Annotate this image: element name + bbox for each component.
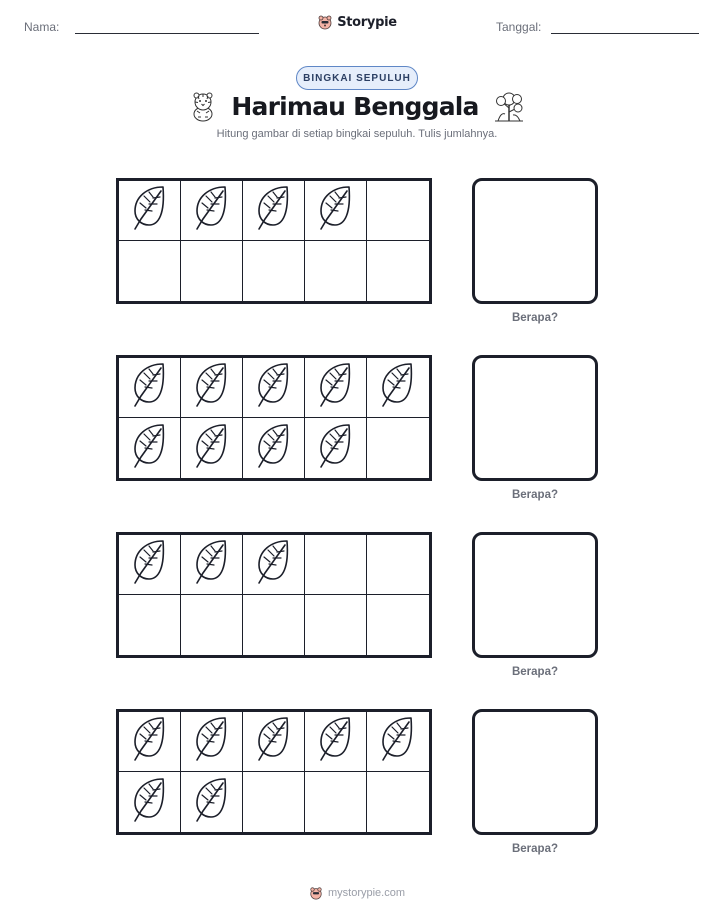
ten-frame-cell [367, 358, 429, 418]
answer-box[interactable] [472, 532, 598, 658]
ten-frame-cell [367, 181, 429, 241]
ten-frame-cell [181, 535, 243, 595]
instructions: Hitung gambar di setiap bingkai sepuluh. Tulis jumlahnya. [216, 128, 498, 140]
ten-frame [116, 709, 432, 835]
leaf-icon [377, 714, 419, 769]
storypie-mascot-icon [317, 14, 333, 30]
leaf-icon [315, 360, 357, 415]
leaf-icon [191, 775, 233, 830]
ten-frame-cell [181, 712, 243, 772]
leaf-icon [129, 360, 171, 415]
ten-frame [116, 178, 432, 304]
leaf-icon [129, 775, 171, 830]
ten-frame-cell [367, 241, 429, 301]
answer-box[interactable] [472, 355, 598, 481]
leaf-icon [315, 183, 357, 238]
ten-frame-cell [305, 772, 367, 832]
leaf-icon [253, 183, 295, 238]
date-label: Tanggal: [496, 20, 542, 34]
ten-frame-cell [367, 712, 429, 772]
title-row [0, 90, 714, 122]
worksheet-type-badge: BINGKAI SEPULUH [296, 66, 418, 90]
ten-frame-cell [119, 712, 181, 772]
ten-frame-cell [367, 595, 429, 655]
ten-frame-cell [181, 418, 243, 478]
ten-frame-cell [119, 418, 181, 478]
ten-frame-cell [243, 418, 305, 478]
ten-frame-cell [119, 241, 181, 301]
ten-frame-cell [181, 772, 243, 832]
ten-frame-cell [305, 241, 367, 301]
leaf-icon [253, 714, 295, 769]
leaf-icon [191, 714, 233, 769]
storypie-mascot-icon [309, 886, 323, 900]
leaf-icon [129, 537, 171, 592]
leaf-icon [129, 421, 171, 476]
ten-frame-cell [367, 418, 429, 478]
ten-frame-cell [181, 595, 243, 655]
date-write-line[interactable] [551, 33, 699, 34]
ten-frame-cell [119, 181, 181, 241]
leaf-icon [191, 183, 233, 238]
footer [0, 886, 714, 900]
ten-frame-cell [367, 535, 429, 595]
name-write-line[interactable] [75, 33, 259, 34]
ten-frame-cell [243, 595, 305, 655]
ten-frame-cell [305, 535, 367, 595]
answer-label: Berapa? [511, 312, 559, 324]
ten-frame-cell [305, 712, 367, 772]
ten-frame-cell [119, 358, 181, 418]
ten-frame-cell [119, 595, 181, 655]
leaf-icon [191, 537, 233, 592]
footer-url: mystorypie.com [327, 887, 406, 899]
ten-frame [116, 355, 432, 481]
ten-frame-cell [367, 772, 429, 832]
leaf-icon [191, 421, 233, 476]
leaf-icon [315, 421, 357, 476]
leaf-icon [315, 714, 357, 769]
leaf-icon [253, 360, 295, 415]
answer-box[interactable] [472, 709, 598, 835]
leaf-icon [377, 360, 419, 415]
jungle-tree-icon [493, 90, 525, 122]
ten-frame-cell [119, 535, 181, 595]
ten-frame-cell [119, 772, 181, 832]
answer-label: Berapa? [511, 666, 559, 678]
leaf-icon [191, 360, 233, 415]
name-label: Nama: [24, 20, 60, 34]
ten-frame-cell [243, 181, 305, 241]
answer-label: Berapa? [511, 489, 559, 501]
ten-frame-cell [243, 535, 305, 595]
answer-box[interactable] [472, 178, 598, 304]
leaf-icon [129, 183, 171, 238]
leaf-icon [129, 714, 171, 769]
ten-frame-cell [243, 772, 305, 832]
tiger-icon [189, 90, 217, 122]
ten-frame-cell [243, 358, 305, 418]
brand-name: Storypie [337, 14, 397, 30]
worksheet-title: Harimau Benggala [231, 91, 479, 121]
date-field[interactable] [496, 20, 699, 34]
ten-frame-cell [243, 241, 305, 301]
ten-frame-cell [305, 595, 367, 655]
ten-frame-cell [181, 181, 243, 241]
leaf-icon [253, 421, 295, 476]
ten-frame-cell [181, 358, 243, 418]
ten-frame-cell [181, 241, 243, 301]
ten-frame [116, 532, 432, 658]
leaf-icon [253, 537, 295, 592]
ten-frame-cell [305, 418, 367, 478]
answer-label: Berapa? [511, 843, 559, 855]
ten-frame-cell [305, 181, 367, 241]
ten-frame-cell [305, 358, 367, 418]
ten-frame-cell [243, 712, 305, 772]
